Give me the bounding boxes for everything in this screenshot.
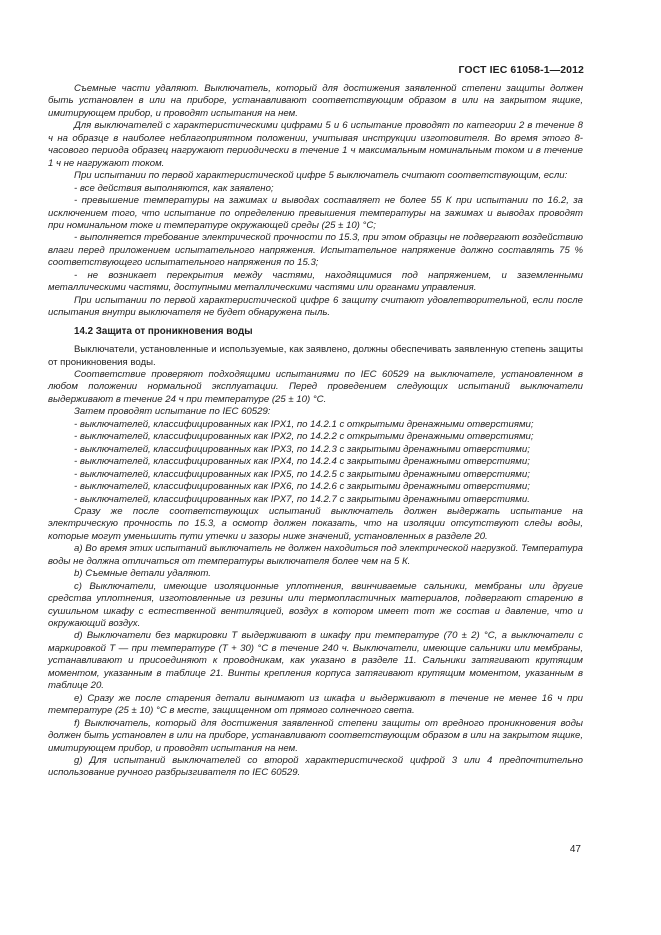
ipx-list-item: - выключателей, классифицированных как IPX2, по 14.2.2 с открытыми дренажными отверстиями; (74, 431, 534, 443)
paragraph: Сразу же после соответствующих испытаний выключатель должен выдержать испытание на электрическую прочность по 15.3, а осмотр должен показать, что на изоляции отсутствуют следы воды, которые могут уменьшить пути утечки и зазоры ниже значений, установленных в разделе 20. (48, 505, 583, 542)
paragraph: g) Для испытаний выключателей со второй характеристической цифрой 3 или 4 предпочтительно использование ручного разбрызгивателя по IEC 60529. (48, 755, 583, 779)
paragraph: d) Выключатели без маркировки T выдерживают в шкафу при температуре (70 ± 2) °С, а выключатели с маркировкой T — при температуре (T + 30) °С в течение 240 ч. Выключатели, имеющие сальники или мембраны, устанавливают и присоединяют к проводникам, как указано в разделе 11. Сальники затягивают крутящим моментом, указанным в таблице 21. Винты крепления корпуса затягивают крутящим моментом, указанным в таблице 20. (48, 630, 583, 692)
paragraph: При испытании по первой характеристической цифре 5 выключатель считают соответствующим, если: (74, 170, 568, 182)
condition-item: - не возникает перекрытия между частями, находящимися под напряжением, и заземленными металлическими частями, доступными металлическими частями или органами управления. (48, 269, 583, 294)
paragraph: При испытании по первой характеристической цифре 6 защиту считают удовлетворительной, если после испытания внутри выключателя не будет обнаружена пыль. (48, 294, 583, 319)
ipx-list-item: - выключателей, классифицированных как IPX5, по 14.2.5 с закрытыми дренажными отверстиями; (74, 468, 530, 480)
paragraph: Соответствие проверяют подходящими испытаниями по IEC 60529 на выключателе, установленном в любом положении нормальной эксплуатации. Перед проведением следующих испытаний выключатели выдерживают в течение 24 ч при температуре (25 ± 10) °С. (48, 368, 583, 405)
paragraph: a) Во время этих испытаний выключатель не должен находиться под электрической нагрузкой. Температура воды не должна отличаться от температуры выключателя более чем на 5 К. (48, 543, 583, 567)
ipx-list-item: - выключателей, классифицированных как IPX7, по 14.2.7 с закрытыми дренажными отверстиями. (74, 493, 530, 505)
paragraph: b) Съемные детали удаляют. (74, 568, 211, 580)
paragraph: Затем проводят испытание по IEC 60529: (74, 406, 271, 418)
document-body (48, 83, 583, 780)
paragraph: f) Выключатель, который для достижения заявленной степени защиты от вредного проникновения воды должен быть установлен в или на приборе, устанавливают соответствующим образом в или на закрытом ящике, имитирующем прибор, и проводят испытания на нем. (48, 717, 583, 754)
page-number: 47 (569, 844, 581, 855)
ipx-list-item: - выключателей, классифицированных как IPX6, по 14.2.6 с закрытыми дренажными отверстиями; (74, 481, 530, 493)
paragraph: Выключатели, установленные и используемые, как заявлено, должны обеспечивать заявленную степень защиты от проникновения воды. (48, 344, 583, 368)
condition-item: - выполняется требование электрической прочности по 15.3, при этом образцы не подвергают воздействию влаги перед приложением испытательного напряжения. Испытательное напряжение должно составлять 75 % соответствующего испытательного напряжения по 15.3; (48, 232, 583, 269)
condition-item: - превышение температуры на зажимах и выводах составляет не более 55 К при испытании по 16.2, за исключением того, что испытание по определению превышения температуры на зажимах и выводах проводят при номинальном токе и температуре окружающей среды (25 ± 10) °С; (48, 195, 583, 231)
ipx-list-item: - выключателей, классифицированных как IPX3, по 14.2.3 с закрытыми дренажными отверстиями; (74, 443, 530, 455)
section-heading: 14.2 Защита от проникновения воды (74, 325, 253, 337)
ipx-list-item: - выключателей, классифицированных как IPX1, по 14.2.1 с открытыми дренажными отверстиями; (74, 418, 534, 430)
paragraph: Для выключателей с характеристическими цифрами 5 и 6 испытание проводят по категории 2 в течение 8 ч на образце в наиболее неблагоприятном положении, учитывая инструкции изготовителя. Во время этого 8-часового периода образец нагружают периодически в течение 1 ч максимальным номинальным током и в течение 1 ч не нагружают током. (48, 120, 583, 169)
standard-header: ГОСТ IEC 61058-1—2012 (458, 64, 584, 76)
ipx-list-item: - выключателей, классифицированных как IPX4, по 14.2.4 с закрытыми дренажными отверстиями; (74, 456, 530, 468)
paragraph: e) Сразу же после старения детали вынимают из шкафа и выдерживают в течение не менее 16 ч при температуре (25 ± 10) °С в месте, защищенном от прямого солнечного света. (48, 692, 583, 717)
condition-item: - все действия выполняются, как заявлено; (74, 182, 274, 194)
paragraph: c) Выключатели, имеющие изоляционные уплотнения, ввинчиваемые сальники, мембраны или другие средства уплотнения, изготовленные из резины или термопластичных материалов, подвергают старению в сушильном шкафу с естественной вентиляцией, воздух в котором имеет тот же состав и давление, что и окружающий воздух. (48, 580, 583, 630)
paragraph: Съемные части удаляют. Выключатель, который для достижения заявленной степени защиты должен быть установлен в или на приборе, устанавливают соответствующим образом в или на закрытом ящике, имитирующем прибор, и проводят испытания на нем. (48, 83, 583, 119)
